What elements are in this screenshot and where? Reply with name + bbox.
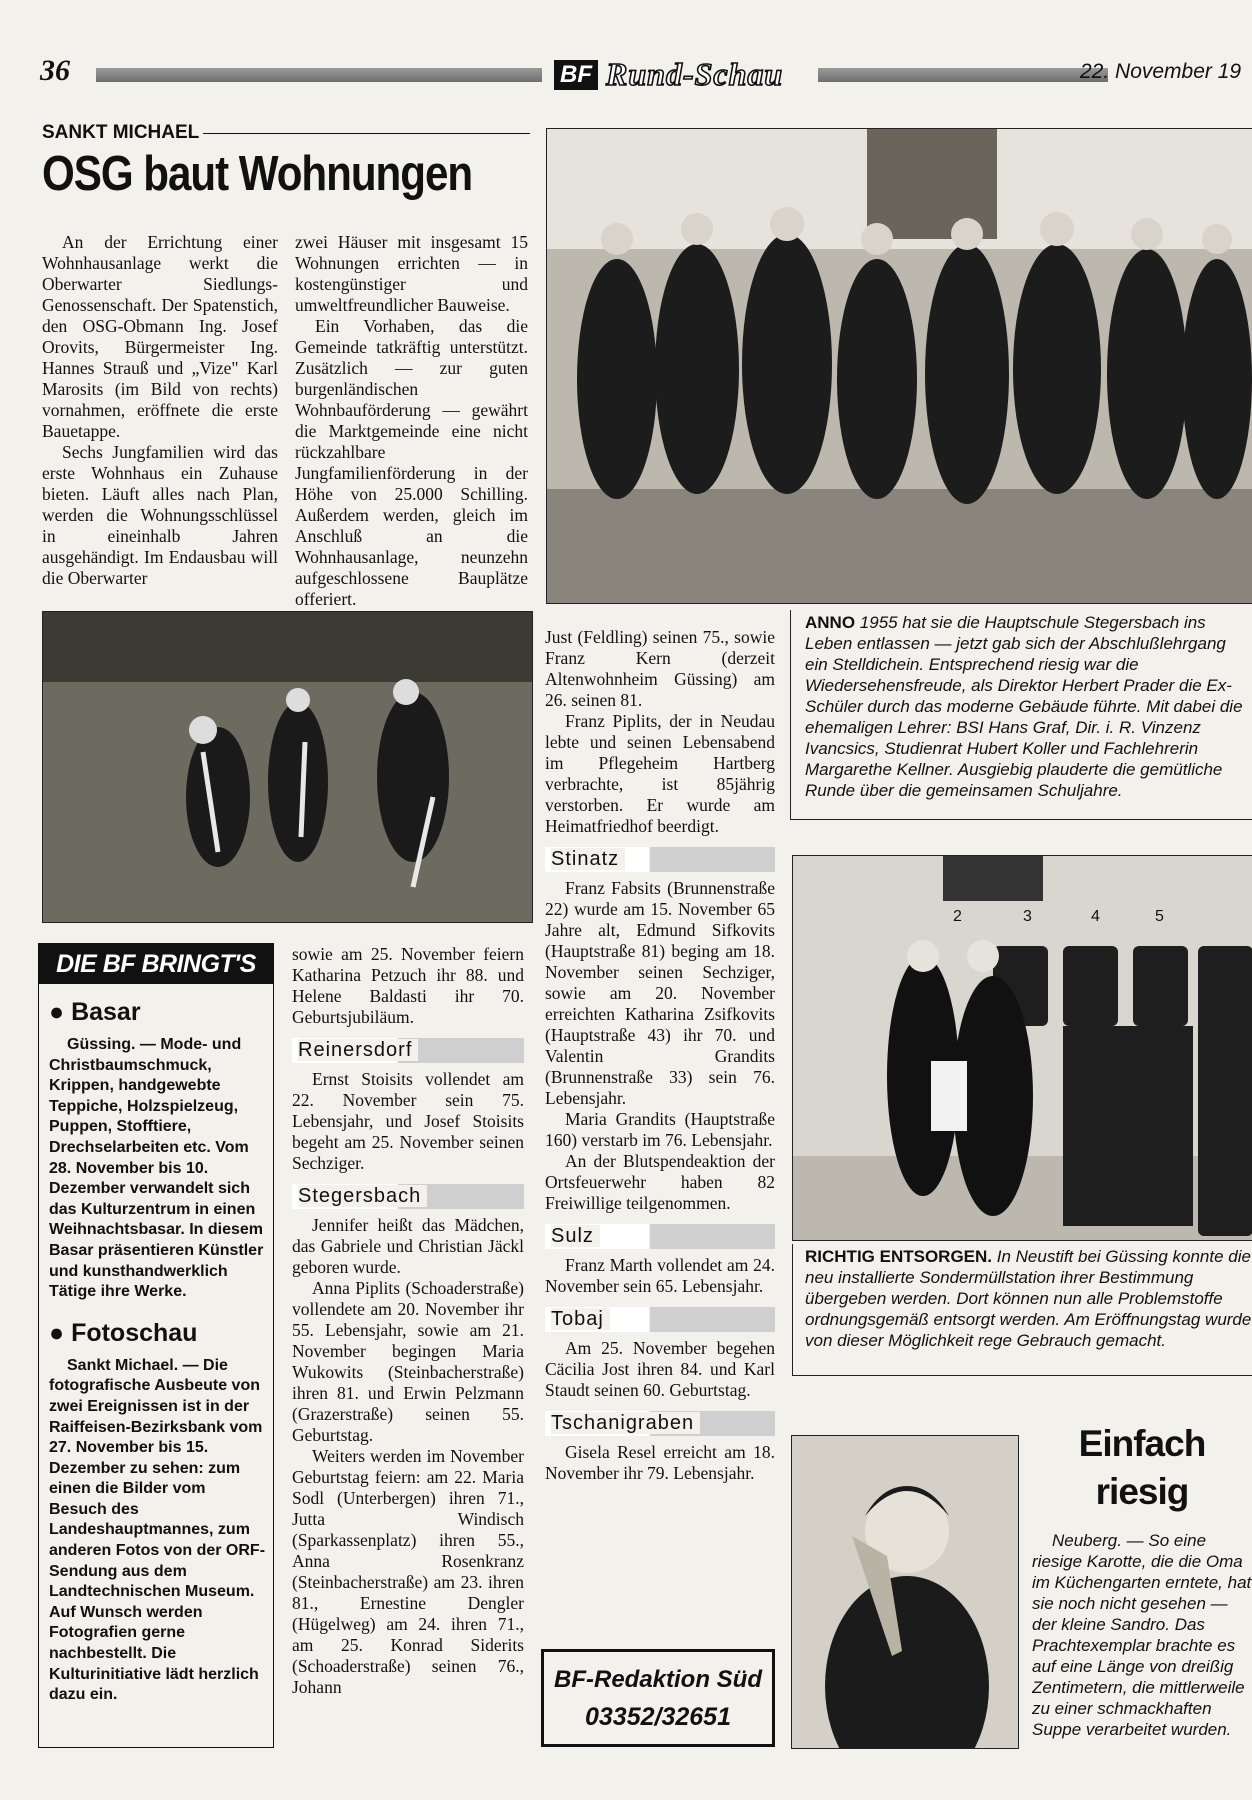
page-header: [40, 54, 1252, 94]
reinersdorf-text: Ernst Stoisits vollendet am 22. November sein 75. Lebensjahr, und Josef Stoisits begeht am 25. November seinen Sechziger.: [292, 1069, 524, 1173]
article-kicker: [42, 122, 530, 144]
header-rule-left: [96, 68, 542, 82]
section-head-stegersbach: [292, 1184, 524, 1209]
article-col2: [295, 232, 528, 610]
tschanigraben-label: Tschanigraben: [551, 1412, 700, 1434]
anno-caption: [790, 610, 1252, 820]
fotoschau-heading: [49, 1319, 265, 1348]
stinatz-p1: Franz Fabsits (Brunnenstraße 22) wurde am 15. November 65 Jahre alt, Edmund Sifkovits (Hauptstraße 81) beging am 18. November seinen Sechziger, sowie am 20. November erreichten Katharina Zsifkovits (Hauptstraße 43) ihr 70. und Valentin Grandits (Brunnenstraße 33) sein 76. Lebensjahr.: [545, 878, 775, 1108]
bullet-icon: ●: [49, 998, 65, 1026]
tobaj-label: Tobaj: [551, 1308, 610, 1330]
sulz-label: Sulz: [551, 1225, 600, 1247]
article-col2-p1: zwei Häuser mit insgesamt 15 Wohnungen errichten — in kostengünstiger und umweltfreundlicher Bauweise.: [295, 232, 528, 315]
section-head-sulz: [545, 1224, 775, 1249]
redaktion-phone: 03352/32651: [585, 1703, 731, 1731]
stegersbach-p1: Jennifer heißt das Mädchen, das Gabriele und Christian Jäckl geboren wurde.: [292, 1215, 524, 1277]
section-head-reinersdorf: [292, 1038, 524, 1063]
article-col1-p1: An der Errichtung einer Wohnhausanlage werkt die Oberwarter Siedlungs-Genossenschaft. Der Spatenstich, den OSG-Obmann Ing. Josef Orovits, Bürgermeister Ing. Hannes Strauß und „Vize" Karl Marosits (im Bild von rechts) vornahmen, eröffnete die erste Bauetappe.: [42, 232, 278, 441]
middle-intro: sowie am 25. November feiern Katharina Petzuch ihr 88. und Helene Baldasti ihr 70. Geburtsjubiläum.: [292, 944, 524, 1027]
redaktion-name: BF-Redaktion Süd: [554, 1666, 762, 1693]
stinatz-label: Stinatz: [551, 848, 625, 870]
sulz-text: Franz Marth vollendet am 24. November sein 65. Lebensjahr.: [545, 1255, 775, 1296]
tschanigraben-text: Gisela Resel erreicht am 18. November ihr 79. Lebensjahr.: [545, 1442, 775, 1483]
disposal-photo: [792, 855, 1252, 1241]
right-intro-p2: Franz Piplits, der in Neudau lebte und seinen Lebensabend im Pflegeheim Hartberg verbrachte, ist 85jährig verstorben. Er wurde am Heimatfriedhof beerdigt.: [545, 711, 775, 836]
fotoschau-paragraph: Sankt Michael. — Die fotografische Ausbeute von zwei Ereignissen ist in der Raiffeisen-Bezirksbank vom 27. November bis 15. Dezember zu sehen: zum einen die Bilder vom Besuch des Landeshauptmannes, zum anderen Fotos von der ORF-Sendung aus dem Landtechnischen Museum. Auf Wunsch werden Fotografien gerne nachbestellt. Die Kulturinitiative lädt herzlich dazu ein.: [49, 1356, 266, 1704]
logo-text: Rund-Schau: [606, 56, 784, 92]
group-photo: [546, 128, 1252, 604]
einfach-headline: [1032, 1420, 1252, 1516]
redaktion-box: [541, 1649, 775, 1747]
section-head-tschanigraben: [545, 1411, 775, 1436]
disposal-text: In Neustift bei Güssing konnte die neu installierte Sondermüllstation ihrer Bestimmung übergeben werden. Dort können nun alle Problemstoffe ordnungsgemäß entsorgt werden. Am Eröffnungstag wurde von dieser Möglichkeit rege Gebrauch gemacht.: [805, 1247, 1252, 1350]
bin-number-4: 5: [1155, 908, 1164, 925]
section-head-tobaj: [545, 1307, 775, 1332]
article-col2-p2: Ein Vorhaben, das die Gemeinde tatkräftig unterstützt. Zusätzlich — zur guten burgenländischen Wohnbauförderung — gewährt die Marktgemeinde eine nicht rückzahlbare Jungfamilienförderung in der Höhe von 25.000 Schilling. Außerdem werden, gleich im Anschluß an die Wohnhausanlage, neunzehn aufgeschlossene Bauplätze offeriert.: [295, 316, 528, 609]
section-head-stinatz: [545, 847, 775, 872]
einfach-line1: Einfach: [1078, 1423, 1206, 1464]
stegersbach-p3: Weiters werden im November Geburtstag feiern: am 22. Maria Sodl (Unterbergen) ihren 71., Jutta Windisch (Sparkassenplatz) ihren 55., Anna Rosenkranz (Steinbacherstraße) am 23. ihren 81., Ernestine Dengler (Hügelweg) am 24. ihren 71., am 25. Konrad Siderits (Schoaderstraße) seinen 76., Johann: [292, 1446, 524, 1697]
fotoschau-title: Fotoschau: [71, 1318, 198, 1347]
basar-paragraph: Güssing. — Mode- und Christbaumschmuck, Krippen, handgewebte Teppiche, Holzspielzeug, Puppen, Stofftiere, Drechselarbeiten etc. Vom 28. November bis 10. Dezember verwandelt sich das Kulturzentrum in einen Weihnachtsbasar. In diesem Basar präsentieren Künstler und kunsthandwerklich Tätige ihre Werke.: [49, 1036, 264, 1301]
bin-number-3: 4: [1091, 908, 1100, 925]
anno-text: 1955 hat sie die Hauptschule Stegersbach ins Leben entlassen — jetzt gab sich der Abschlußlehrgang ein Stelldichein. Entsprechend riesig war die Wiedersehensfreude, als Direktor Herbert Prader die Ex-Schüler durch das moderne Gebäude führte. Mit dabei die ehemaligen Lehrer: BSI Hans Graf, Dir. i. R. Vinzenz Ivancsics, Studienrat Hubert Koller und Fachlehrerin Margarethe Kellner. Ausgiebig plauderte die gemütliche Runde über die gemeinsamen Schuljahre.: [805, 613, 1243, 800]
tobaj-text: Am 25. November begehen Cäcilia Jost ihren 84. und Karl Staudt seinen 60. Geburtstag.: [545, 1338, 775, 1400]
middle-column: [292, 944, 524, 1698]
issue-date: 22. November 19: [1080, 60, 1242, 83]
stegersbach-p2: Anna Piplits (Schoaderstraße) vollendete am 20. November ihr 55. Lebensjahr, sowie am 21. November begingen Maria Wukowits (Steinbacherstraße) ihren 81. und Erwin Pelzmann (Grazerstraße) seinen 55. Geburtstag.: [292, 1278, 524, 1445]
groundbreaking-photo: [42, 611, 533, 923]
article-col1: [42, 232, 278, 589]
basar-heading: [49, 998, 265, 1027]
article-col1-p2: Sechs Jungfamilien wird das erste Wohnhaus ein Zuhause bieten. Läuft alles nach Plan, werden die Wohnungsschlüssel in eineinhalb Jahren ausgehändigt. Im Endausbau will die Oberwarter: [42, 442, 278, 588]
einfach-line2: riesig: [1095, 1471, 1189, 1512]
bin-number-1: 2: [953, 908, 962, 925]
kicker-rule: [203, 133, 530, 134]
logo-bf: BF: [554, 60, 598, 90]
bin-number-2: 3: [1023, 908, 1032, 925]
disposal-lead: RICHTIG ENTSORGEN.: [805, 1247, 993, 1266]
bringts-box: [38, 943, 274, 1748]
einfach-text: Neuberg. — So eine riesige Karotte, die die Oma im Küchengarten erntete, hat sie noch nicht gesehen — der kleine Sandro. Das Prachtexemplar brachte es auf eine Länge von dreißig Zentimetern, die mittlerweile zu einer schmackhaften Suppe verarbeitet wurden.: [1032, 1531, 1252, 1739]
bullet-icon: ●: [49, 1318, 65, 1347]
main-article: [42, 122, 530, 609]
header-rule-right: [818, 68, 1108, 82]
basar-title: Basar: [71, 998, 141, 1026]
einfach-article: [1032, 1420, 1252, 1740]
reinersdorf-label: Reinersdorf: [298, 1039, 418, 1061]
bringts-title: DIE BF BRINGT'S: [39, 944, 273, 984]
headline: OSG baut Wohnungen: [42, 147, 473, 201]
stinatz-p2: Maria Grandits (Hauptstraße 160) verstarb im 76. Lebensjahr.: [545, 1109, 775, 1150]
kicker-text: SANKT MICHAEL: [42, 122, 200, 143]
fotoschau-text: [49, 1356, 265, 1706]
page-number: 36: [40, 54, 70, 87]
stinatz-p3: An der Blutspendeaktion der Ortsfeuerwehr haben 82 Freiwillige teilgenommen.: [545, 1151, 775, 1213]
disposal-caption: [792, 1244, 1252, 1376]
anno-lead: ANNO: [805, 613, 856, 632]
boy-photo: [791, 1435, 1019, 1749]
stegersbach-label: Stegersbach: [298, 1185, 427, 1207]
basar-text: [49, 1035, 265, 1303]
right-news-column: [545, 627, 775, 1484]
right-intro-p1: Just (Feldling) seinen 75., sowie Franz Kern (derzeit Altenwohnheim Güssing) am 26. seinen 81.: [545, 627, 775, 710]
